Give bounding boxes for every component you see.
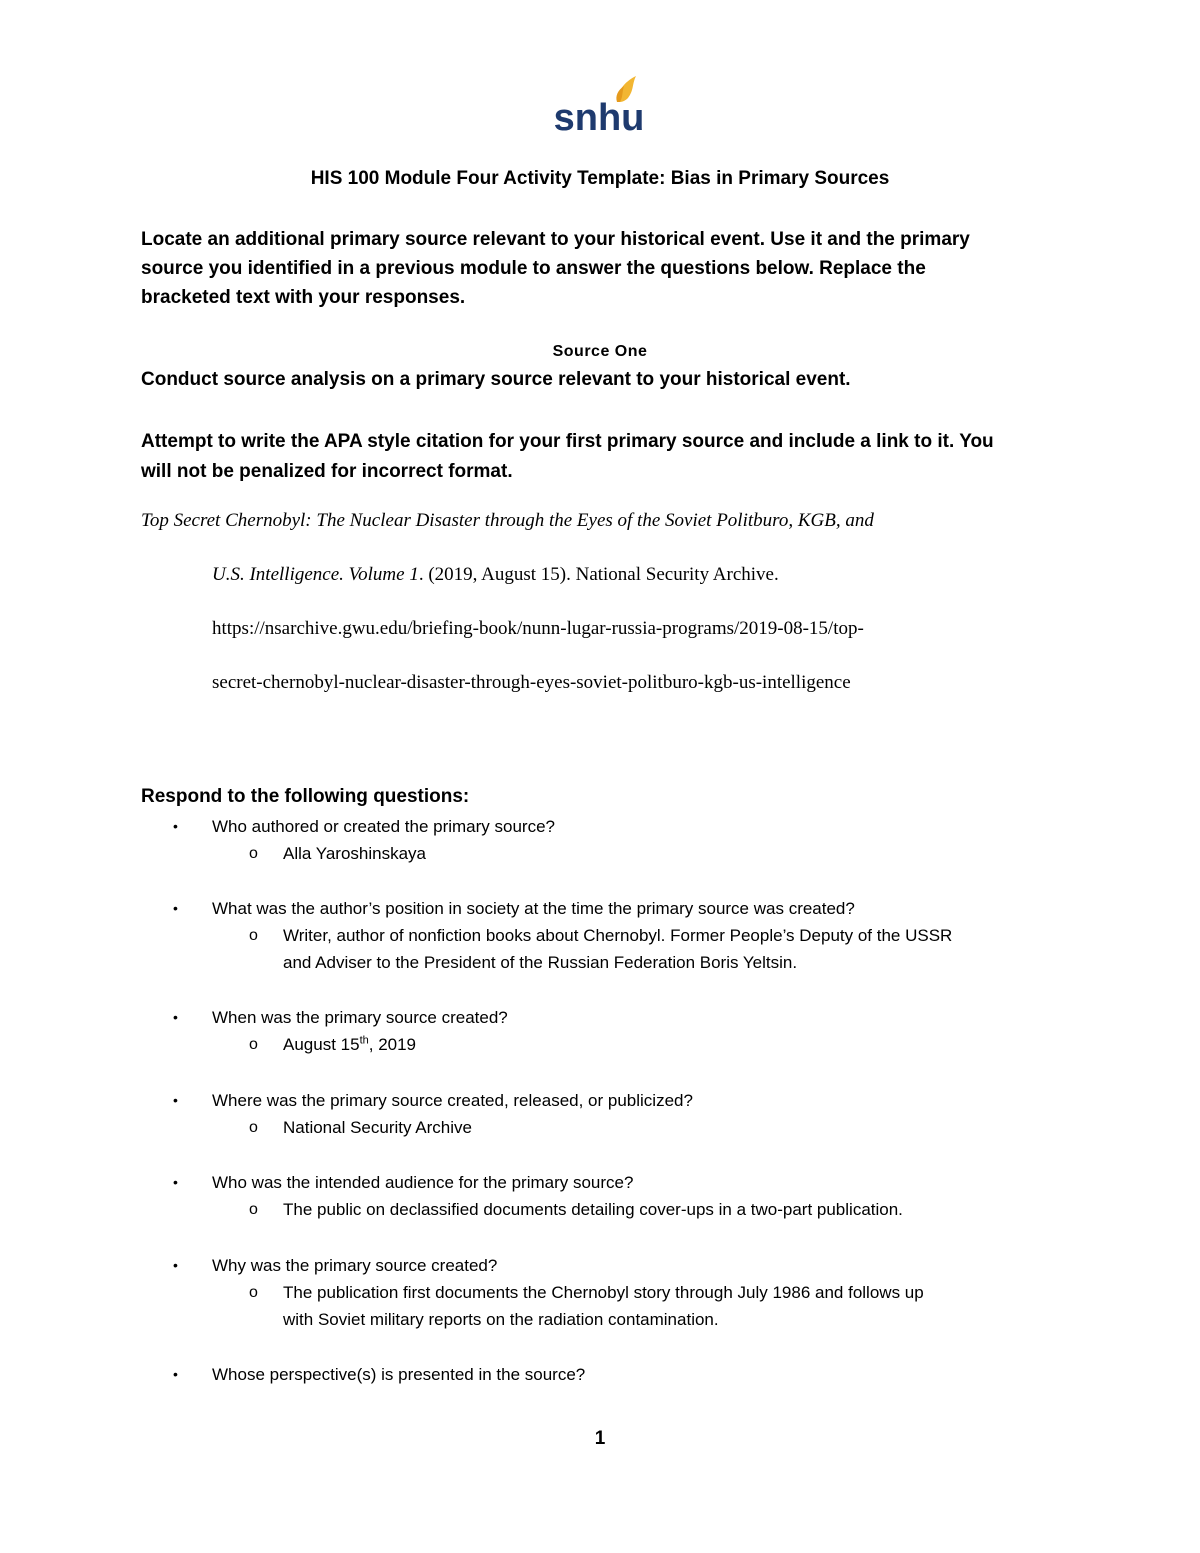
answer[interactable]: o August 15th, 2019 xyxy=(141,1031,1081,1058)
question: • Who authored or created the primary source? xyxy=(141,813,1081,840)
intro-paragraph xyxy=(141,225,1061,312)
citation-title: Top Secret Chernobyl: The Nuclear Disaster through the Eyes of the Soviet Politburo, KGB, and xyxy=(141,510,874,531)
snhu-logo-flame-icon xyxy=(554,72,644,136)
sub-bullet-icon: o xyxy=(249,845,258,862)
sub-bullet-icon: o xyxy=(249,1201,258,1218)
question: • What was the author’s position in society at the time the primary source was created? xyxy=(141,895,1081,922)
answer[interactable]: o Alla Yaroshinskaya xyxy=(141,840,1081,867)
answer[interactable]: o The public on declassified documents detailing cover-ups in a two-part publication. xyxy=(141,1196,1081,1223)
bullet-icon: • xyxy=(173,1092,178,1108)
question-block xyxy=(141,1087,1081,1141)
citation-link[interactable]: https://nsarchive.gwu.edu/briefing-book/nunn-lugar-russia-programs/2019-08-15/top- xyxy=(212,618,864,639)
question: • Why was the primary source created? xyxy=(141,1252,1081,1279)
answer[interactable]: o Writer, author of nonfiction books about Chernobyl. Former People’s Deputy of the USSR and Adviser to the President of the Russian Federation Boris Yeltsin. xyxy=(141,922,1081,976)
questions-heading: Respond to the following questions: xyxy=(141,786,470,807)
bullet-icon: • xyxy=(173,818,178,834)
citation-link-continued[interactable]: secret-chernobyl-nuclear-disaster-through-eyes-soviet-politburo-kgb-us-intelligence xyxy=(212,672,851,693)
bullet-icon: • xyxy=(173,1257,178,1273)
intro-line: bracketed text with your responses. xyxy=(141,287,466,308)
citation-volume: U.S. Intelligence. Volume 1 xyxy=(212,564,419,585)
bullet-icon: • xyxy=(173,1366,178,1382)
intro-line: source you identified in a previous module to answer the questions below. Replace the xyxy=(141,258,926,279)
question-block xyxy=(141,1361,1081,1388)
bullet-icon: • xyxy=(173,1174,178,1190)
sub-bullet-icon: o xyxy=(249,927,258,944)
sub-bullet-icon: o xyxy=(249,1284,258,1301)
intro-line: Locate an additional primary source relevant to your historical event. Use it and the primary xyxy=(141,229,970,250)
citation-instructions-line: will not be penalized for incorrect format. xyxy=(141,461,513,482)
question-block xyxy=(141,1004,1081,1058)
page-number: 1 xyxy=(594,1428,606,1449)
citation-publication xyxy=(212,564,779,586)
question-block xyxy=(141,1169,1081,1223)
question: • Who was the intended audience for the primary source? xyxy=(141,1169,1081,1196)
citation-instructions xyxy=(141,427,1061,487)
question-block xyxy=(141,1252,1081,1333)
question: • Where was the primary source created, released, or publicized? xyxy=(141,1087,1081,1114)
sub-bullet-icon: o xyxy=(249,1036,258,1053)
bullet-icon: • xyxy=(173,900,178,916)
snhu-logo xyxy=(554,72,644,136)
answer[interactable]: o National Security Archive xyxy=(141,1114,1081,1141)
source-heading: Source One xyxy=(552,343,648,360)
question-block xyxy=(141,895,1081,976)
answer[interactable]: o The publication first documents the Chernobyl story through July 1986 and follows up with Soviet military reports on the radiation contamination. xyxy=(141,1279,1081,1333)
citation-instructions-line: Attempt to write the APA style citation for your first primary source and include a link to it. You xyxy=(141,431,994,452)
question: • Whose perspective(s) is presented in the source? xyxy=(141,1361,1081,1388)
page-title: HIS 100 Module Four Activity Template: Bias in Primary Sources xyxy=(310,168,890,189)
question: • When was the primary source created? xyxy=(141,1004,1081,1031)
question-block xyxy=(141,813,1081,867)
bullet-icon: • xyxy=(173,1009,178,1025)
source-description: Conduct source analysis on a primary source relevant to your historical event. xyxy=(141,369,851,390)
sub-bullet-icon: o xyxy=(249,1119,258,1136)
citation-date-publisher: . (2019, August 15). National Security Archive. xyxy=(418,564,779,585)
snhu-logo-text: snhu xyxy=(554,97,644,136)
